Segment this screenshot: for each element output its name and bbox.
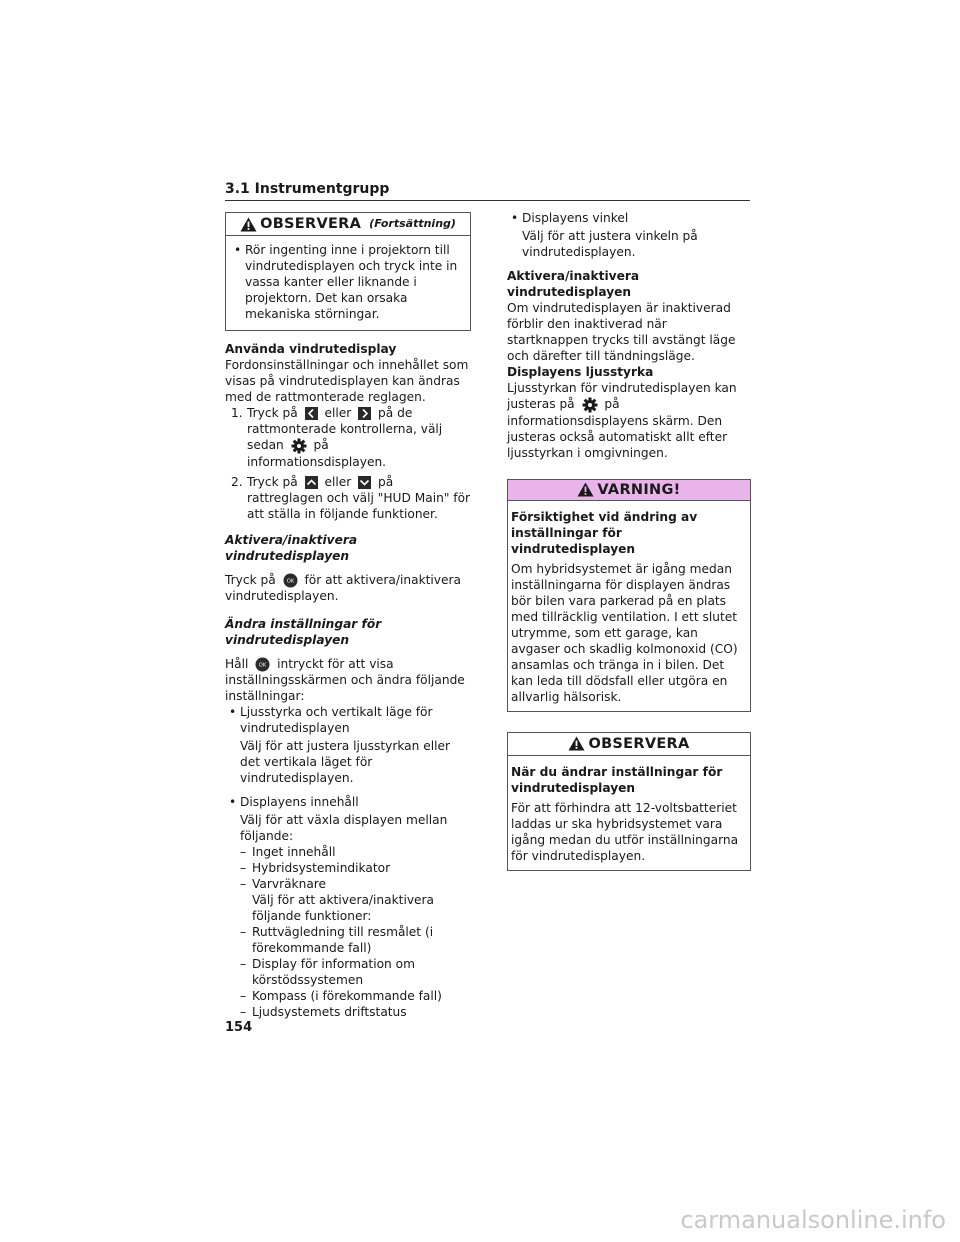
use-heading: Använda vindrutedisplay [225,342,397,356]
notice-box-header [226,213,470,236]
activate-text [225,572,471,604]
activate-text-a: Tryck på [225,572,276,587]
list-item: – Hybridsystemindikator [240,860,391,875]
warning-box [507,479,751,712]
hold-text-a: Håll [225,656,249,671]
step-1-text-b: eller [324,406,352,420]
notice-subtitle: (Fortsättning) [369,217,456,230]
notice-box-2-header [508,733,750,756]
notice-bullet: • Rör ingenting inne i projektorn till vindrutedisplayen och tryck inte in vassa kanter eller liknande i projektorn. Det kan orsaka mekaniska störningar. [230,242,466,322]
ok-button-icon [283,573,298,588]
list-item: – Inget innehåll [240,844,336,859]
warning-triangle-icon [240,217,257,232]
bullet-brightness: • Ljusstyrka och vertikalt läge för vindrutedisplayen [225,704,471,736]
chevron-down-icon [358,476,371,489]
watermark: carmanualsonline.info [680,1206,946,1234]
notice-2-title: OBSERVERA [588,735,690,752]
brightness-text-b: på informationsdisplayens skärm. Den justeras också automatiskt allt efter ljusstyrkan i omgivningen. [507,397,728,460]
step-1-text-c: på de rattmonterade kontrollerna, välj sedan [247,406,443,452]
step-1 [225,405,471,470]
bullet-angle: • Displayens vinkel [507,210,751,226]
step-2 [225,474,471,522]
warning-heading: Försiktighet vid ändring av inställningar för vindrutedisplayen [511,509,698,556]
right-column [507,210,751,881]
warning-triangle-icon [568,736,585,751]
notice-box-2 [507,732,751,871]
hold-text-b: intryckt för att visa inställningsskärmen och ändra följande inställningar: [225,656,465,703]
step-2-number: 2. [231,474,243,489]
bullet-content-text: Välj för att växla displayen mellan följande: [240,812,448,843]
step-1-number: 1. [231,406,243,420]
list-item: – Ljudsystemets driftstatus [240,1004,407,1019]
gear-icon [291,438,307,454]
section-title: 3.1 Instrumentgrupp [225,181,390,197]
bullet-content: • Displayens innehåll [225,794,471,810]
brightness-text [507,380,751,461]
warning-triangle-icon [577,482,594,497]
page-number: 154 [225,1020,253,1035]
list-item: – Ruttvägledning till resmålet (i förekommande fall) [240,924,434,955]
activate2-text: Om vindrutedisplayen är inaktiverad förblir den inaktiverad när startknappen trycks till avstängt läge och därefter till tändningsläge. [507,301,736,363]
list-item: – Display för information om körstödssystemen [240,956,415,987]
left-column [225,212,471,1020]
warning-title: VARNING! [597,481,681,498]
section-header [225,178,750,201]
notice-title: OBSERVERA [260,216,362,232]
change-heading: Ändra inställningar för vindrutedisplayen [225,616,382,647]
step-1-text-a: Tryck på [247,406,298,420]
chevron-right-icon [358,407,371,420]
list-item-subtext: Välj för att aktivera/inaktivera följande funktioner: [252,892,435,923]
warning-text: Om hybridsystemet är igång medan inställningarna för displayen ändras bör bilen vara parkerad på en plats med tillräcklig ventilation. I ett slutet utrymme, som ett garage, kan avgaser och skadlig kolmonoxid (CO) ansamlas och tränga in i bilen. Det kan leda till dödsfall eller utgöra en allvarlig hälsorisk. [511,561,738,704]
hold-text [225,656,471,704]
notice-2-heading: När du ändrar inställningar för vindrutedisplayen [511,764,723,795]
chevron-left-icon [305,407,318,420]
step-2-text-b: eller [324,474,352,489]
notice-2-text: För att förhindra att 12-voltsbatteriet laddas ur ska hybridsystemet vara igång medan du utför inställningarna för vindrutedisplayen. [511,800,739,863]
bullet-angle-text: Välj för att justera vinkeln på vindrutedisplayen. [522,229,698,259]
list-item: – Varvräknare [240,876,327,891]
step-2-text-a: Tryck på [247,474,298,489]
activate2-heading: Aktivera/inaktivera vindrutedisplayen [507,269,640,299]
chevron-up-icon [305,476,318,489]
activate-text-b: för att aktivera/inaktivera vindrutedisplayen. [225,572,461,603]
use-intro: Fordonsinställningar och innehållet som visas på vindrutedisplayen kan ändras med de rattmonterade reglagen. [225,358,469,404]
list-item: – Kompass (i förekommande fall) [240,988,442,1003]
brightness-text-a: Ljusstyrkan för vindrutedisplayen kan justeras på [507,381,737,411]
bullet-brightness-text: Välj för att justera ljusstyrkan eller det vertikala läget för vindrutedisplayen. [240,738,451,785]
step-2-text-c: på rattreglagen och välj "HUD Main" för att ställa in följande funktioner. [247,474,471,521]
ok-button-icon [255,657,270,672]
ok-icon-label: OK [259,662,267,669]
notice-box [225,212,471,331]
ok-icon-label: OK [286,578,294,585]
warning-box-header [508,480,750,501]
step-1-text-d: på informationsdisplayen. [247,438,387,469]
activate-heading: Aktivera/inaktivera vindrutedisplayen [225,532,358,563]
brightness-heading: Displayens ljusstyrka [507,365,654,379]
gear-icon [582,397,598,413]
